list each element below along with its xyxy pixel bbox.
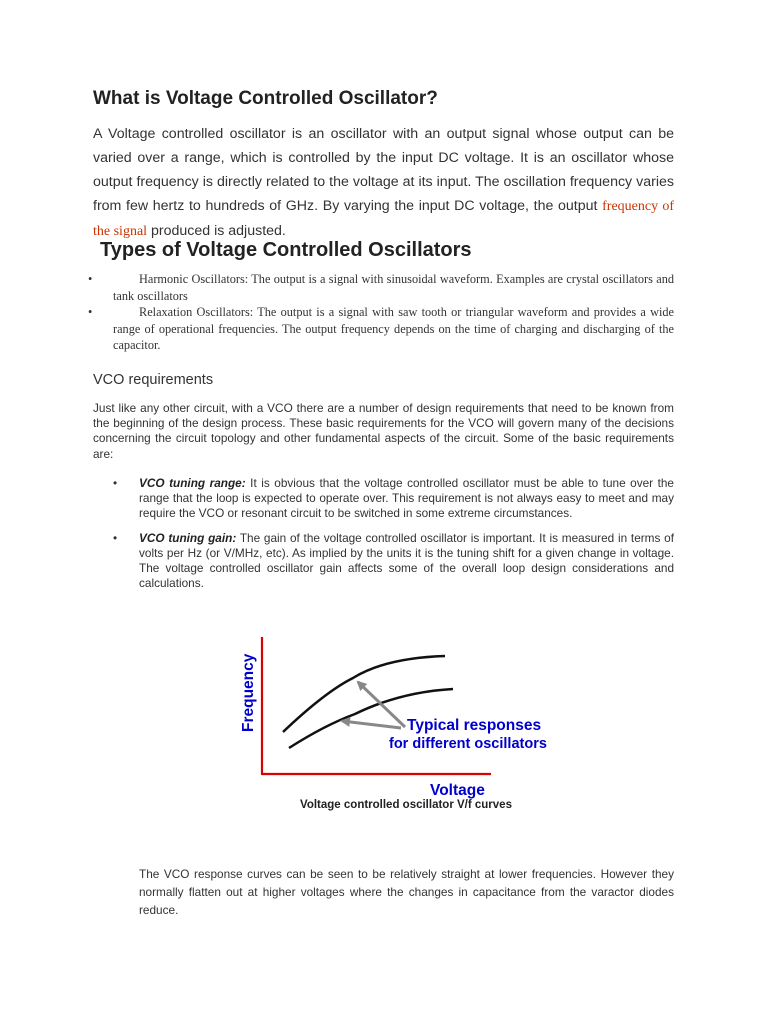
annotation-arrow-upper [358,682,405,727]
vco-requirements-intro: Just like any other circuit, with a VCO there are a number of design requirements that need to be known from the beginning of the design process. These basic requirements for the VCO will govern many of the decisions concerning the circuit topology and other fundamental aspects of the circuit. Some of the basic requirements are: [93,401,674,461]
bullet-icon: • [88,272,93,286]
oscillator-types-list [88,271,674,354]
x-axis-label: Voltage [430,782,485,799]
requirement-text: It is obvious that the voltage controlled oscillator must be able to tune over the range that the loop is expected to operate over. This requirement is not always easy to meet and may require the VCO or resonant circuit to be switched in some extreme circumstances. [139,476,674,521]
intro-text-before: A Voltage controlled oscillator is an oscillator with an output signal whose output can be varied over a range, which is controlled by the input DC voltage. It is an oscillator whose output frequency is directly related to the voltage at its input. The oscillation frequency varies from few hertz to hundreds of GHz. By varying the input DC voltage, the output [93,126,674,214]
list-item [88,271,674,304]
closing-paragraph: The VCO response curves can be seen to be relatively straight at lower frequencies. However they normally flatten out at higher voltages where the changes in capacitance from the varactor diodes reduce. [139,867,674,917]
bullet-icon: • [88,305,93,319]
list-item [88,304,674,354]
vco-requirements-heading: VCO requirements [93,372,214,388]
requirements-list [113,476,674,591]
list-item-text: Harmonic Oscillators: The output is a signal with sinusoidal waveform. Examples are crystal oscillators and tank oscillators [113,272,674,303]
annotation-line1: Typical responses [407,717,542,734]
list-item [113,531,674,592]
annotation-line2: for different oscillators [389,736,547,752]
vf-curves-figure [225,632,605,802]
types-heading: Types of Voltage Controlled Oscillators [100,239,472,261]
figure-caption: Voltage controlled oscillator V/f curves [300,799,512,811]
intro-paragraph [93,122,674,244]
requirement-text: The gain of the voltage controlled oscillator is important. It is measured in terms of volts per Hz (or V/MHz, etc). As implied by the units it is the tuning shift for a given change in voltage. The voltage controlled oscillator gain affects some of the overall loop design considerations and calculations. [139,530,674,591]
list-item [113,476,674,522]
annotation-arrow-lower [342,721,401,728]
page-title: What is Voltage Controlled Oscillator? [93,88,438,109]
y-axis-label: Frequency [240,653,257,732]
bullet-icon: • [113,530,118,545]
requirement-term: VCO tuning gain: [139,530,237,545]
bullet-icon: • [113,476,118,490]
list-item-text: Relaxation Oscillators: The output is a signal with saw tooth or triangular waveform and provides a wide range of operational frequencies. The output frequency depends on the time of charging and discharging of the capacitor. [113,305,674,352]
intro-text-after: produced is adjusted. [147,223,286,239]
frequency-link[interactable]: frequency of the signal [93,199,674,239]
requirement-term: VCO tuning range: [139,476,246,490]
